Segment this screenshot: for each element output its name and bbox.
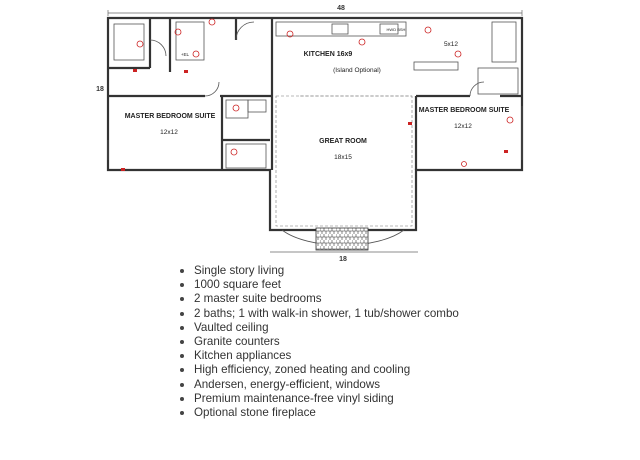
feature-list — [178, 264, 459, 420]
list-item: Single story living — [178, 264, 459, 278]
list-item: Optional stone fireplace — [178, 406, 459, 420]
great-room-size: 18x15 — [334, 154, 352, 161]
left-dimension: 18 — [96, 86, 104, 93]
kitchen-label: KITCHEN 16x9 — [303, 51, 353, 58]
ceiling-outline — [276, 96, 412, 226]
list-item: 2 master suite bedrooms — [178, 292, 459, 306]
bullet — [180, 312, 184, 316]
bottom-dimension: 18 — [339, 256, 347, 263]
list-item: Premium maintenance-free vinyl siding — [178, 392, 459, 406]
list-item: 1000 square feet — [178, 278, 459, 292]
bullet — [180, 397, 184, 401]
right-bedroom-size: 12x12 — [454, 123, 472, 130]
bullet — [180, 368, 184, 372]
right-bedroom-label: MASTER BEDROOM SUITE — [418, 107, 510, 114]
left-bedroom-size: 12x12 — [160, 129, 178, 136]
kitchen-note: (Island Optional) — [333, 67, 381, 74]
bullet — [180, 269, 184, 273]
bullet — [180, 326, 184, 330]
list-item: Granite counters — [178, 335, 459, 349]
list-item: Kitchen appliances — [178, 349, 459, 363]
hall-tag: +EL — [180, 52, 190, 57]
interior-walls — [108, 18, 522, 170]
stone-fireplace — [316, 228, 368, 250]
bullet — [180, 340, 184, 344]
bullet — [180, 411, 184, 415]
list-item: High efficiency, zoned heating and cooling — [178, 363, 459, 377]
list-item: 2 baths; 1 with walk-in shower, 1 tub/shower combo — [178, 307, 459, 321]
list-item: Vaulted ceiling — [178, 321, 459, 335]
bullet — [180, 283, 184, 287]
bullet — [180, 297, 184, 301]
nook-size: 5x12 — [443, 41, 459, 48]
left-bedroom-label: MASTER BEDROOM SUITE — [124, 113, 216, 120]
bullet — [180, 383, 184, 387]
appliance-tag: HWD BSH — [386, 27, 406, 32]
top-dimension: 48 — [337, 5, 345, 12]
great-room-label: GREAT ROOM — [319, 138, 367, 145]
bullet — [180, 354, 184, 358]
list-item: Andersen, energy-efficient, windows — [178, 378, 459, 392]
